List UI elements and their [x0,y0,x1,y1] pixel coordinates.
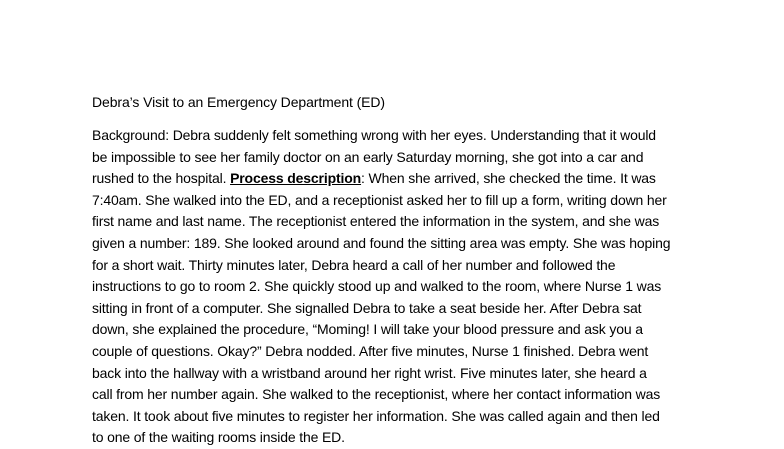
paragraph-line: Background: Debra suddenly felt something wrong with her eyes. Understanding that it would [92,127,656,143]
paragraph-line: taken. It took about five minutes to register her information. She was called again and then led [92,407,660,424]
paragraph-line [92,168,692,190]
paragraph-line: given a number: 189. She looked around and found the sitting area was empty. She was hoping [92,234,671,251]
paragraph-line: first name and last name. The receptionist entered the information in the system, and she was [92,213,660,230]
paragraph-line: 7:40am. She walked into the ED, and a receptionist asked her to fill up a form, writing down her [92,191,667,208]
background-paragraph [92,125,692,449]
paragraph-text: rushed to the hospital. [92,170,231,187]
paragraph-line: instructions to go to room 2. She quickly stood up and walked to the room, where Nurse 1 was [92,278,662,295]
paragraph-text: : When she arrived, she checked the time. It was [361,170,656,187]
document-title: Debra’s Visit to an Emergency Department (ED) [92,94,385,110]
paragraph-line: sitting in front of a computer. She signalled Debra to take a seat beside her. After Debra sat [92,299,642,316]
paragraph-line: to one of the waiting rooms inside the ED. [92,429,345,446]
paragraph-line: down, she explained the procedure, “Moming! I will take your blood pressure and ask you a [92,321,643,338]
paragraph-line: be impossible to see her family doctor on an early Saturday morning, she got into a car and [92,148,644,165]
paragraph-line: for a short wait. Thirty minutes later, Debra heard a call of her number and followed the [92,256,616,273]
paragraph-line: call from her number again. She walked to the receptionist, where her contact information was [92,386,661,403]
paragraph-line: back into the hallway with a wristband around her right wrist. Five minutes later, she heard a [92,364,647,381]
paragraph-line: couple of questions. Okay?” Debra nodded. After five minutes, Nurse 1 finished. Debra went [92,342,649,359]
process-description-label: Process description [230,170,362,187]
